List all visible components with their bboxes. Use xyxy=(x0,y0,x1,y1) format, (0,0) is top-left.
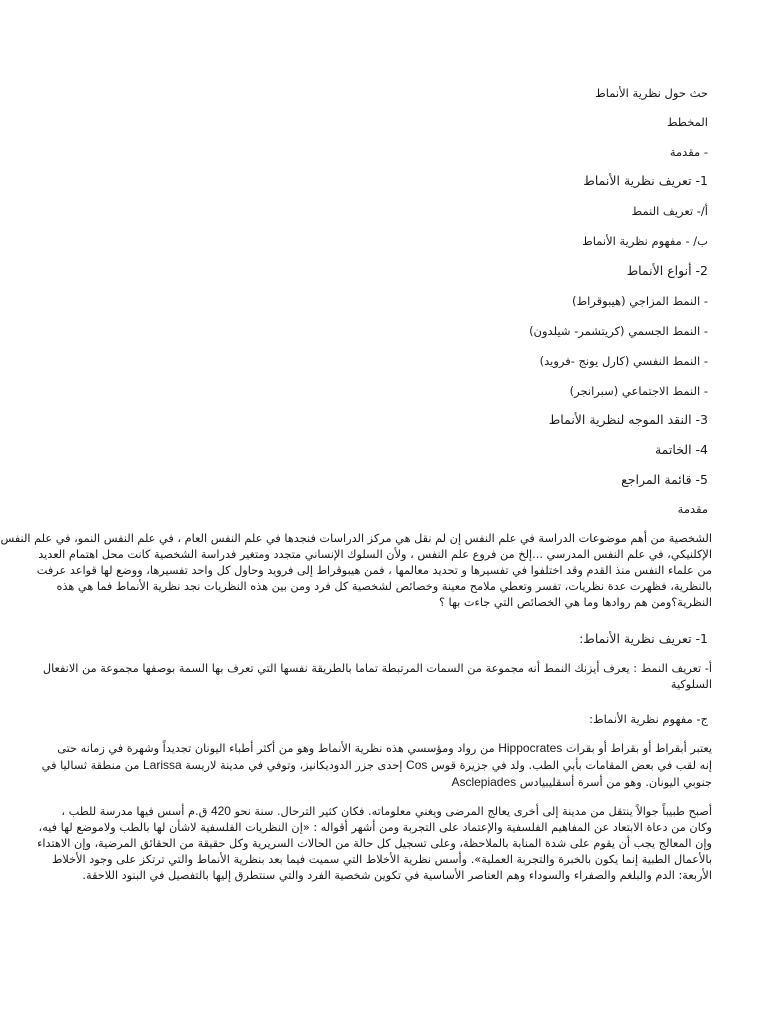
intro-line: النظرية؟ومن هم روادها وما هي الخصائص التي جاءت بها ؟ xyxy=(438,596,712,609)
history-paragraph xyxy=(37,803,712,884)
definition-paragraph xyxy=(42,661,712,693)
outline-item: 2- أنواع الأنماط xyxy=(626,263,708,278)
intro-line: بالنظرية، فظهرت عدة نظريات، تفسر وتعطي ملامح معينة وخصائص لشخصية كل فرد ومن بين هذه النظريات نجد نظرية الأنماط فما هي هذه xyxy=(56,580,712,593)
outline-item: ب/ - مفهوم نظرية الأنماط xyxy=(582,234,708,248)
outline-item: - النمط الاجتماعي (سبرانجر) xyxy=(569,384,708,398)
hippocrates-paragraph xyxy=(41,740,712,791)
text-segment: من رواد ومؤسسي هذه نظرية الأنماط وهو من أكثر أطباء اليونان تجديداً وشهرة في زمانه حتى xyxy=(57,742,495,755)
outline-item: - النمط الجسمي (كريتشمر- شيلدون) xyxy=(529,324,708,338)
history-line xyxy=(57,803,712,820)
text-segment: يعتبر أبقراط أو بقراط أو بقرات xyxy=(565,742,712,755)
latin-term: Asclepiades xyxy=(451,775,517,789)
text-segment: إنه لقب في بعض المقامات بأبي الطب. ولد في جزيرة قوس xyxy=(430,759,712,772)
outline-item: 4- الخاتمة xyxy=(654,442,708,457)
definition-line: السلوكية xyxy=(670,678,712,691)
outline-item: - النمط النفسي (كارل يونج -فرويد) xyxy=(539,354,708,368)
section1-heading: 1- تعريف نظرية الأنماط: xyxy=(579,631,708,646)
hippocrates-line xyxy=(57,740,712,757)
latin-term: Hippocrates xyxy=(498,741,563,755)
text-segment: جنوبي اليونان. وهو من أسرة أسقليبيادس xyxy=(519,776,712,789)
outline-item: 3- النقد الموجه لنظرية الأنماط xyxy=(548,412,708,427)
intro-line: الإكلنيكي، في علم النفس المدرسي ...إلخ من فروع علم النفس ، ولأن السلوك الإنساني متجدد ومتغير فدراسة الشخصية كانت محل اهتمام العديد xyxy=(38,548,712,561)
history-line: الأربعة: الدم والبلغم والصفراء والسوداء وهم العناصر الأساسية في تكوين شخصية الفرد والتي سنتطرق إليها بالتفصيل في البنود اللاحقة. xyxy=(82,869,712,882)
definition-line: أ- تعريف النمط : يعرف أيزنك النمط أنه مجموعة من السمات المرتبطة تماما بالطريقة نفسها التي تعرف بها السمة بوصفها مجموعة من الانفعال xyxy=(42,662,712,675)
hippocrates-line xyxy=(41,757,712,774)
outline-item: - النمط المزاجي (هيبوقراط) xyxy=(571,294,708,308)
text-segment: إحدى جزر الدوديكانيز، وتوفي في مدينة لاريسة xyxy=(185,759,403,772)
concept-heading: ج- مفهوم نظرية الأنماط: xyxy=(589,712,708,726)
doc-title: حث حول نظرية الأنماط xyxy=(595,86,708,100)
latin-term: Cos xyxy=(406,758,428,772)
history-line: بالأعمال الطبية إنما يكون بالخبرة والتجربة العملية». وأسس نظرية الأخلاط التي سميت فيما بعد بنظرية الأنماط والتي ترتكز على وجود الأخلاط xyxy=(51,853,712,866)
outline-item: 1- تعريف نظرية الأنماط xyxy=(583,173,708,188)
text-segment: أصبح طبيباً جوالاً ينتقل من مدينة إلى أخرى يعالج المرضى ويغني معلوماته. فكان كثير الترحال. سنة نحو xyxy=(234,805,712,818)
outline-item: - مقدمة xyxy=(669,145,708,159)
hippocrates-line xyxy=(57,774,712,791)
text-segment: من منطقة ثساليا في xyxy=(41,759,140,772)
outline-item: 5- قائمة المراجع xyxy=(621,472,708,487)
intro-paragraph xyxy=(0,531,712,611)
history-line: وكان من دعاة الابتعاد عن المفاهيم الفلسفية والإعتماد على التجربة ومن أشهر أقواله : «إن النظريات الفلسفية لاشأن لها بالطب ولاموضع لها فيه، xyxy=(38,821,712,834)
outline-item: أ/- تعريف النمط xyxy=(631,204,708,218)
history-line: وإن المعالج يجب أن يقوم على شدة المنابة بالملاحظة، وعلى تسجيل كل حالة من الحالات السريرية وكل حقيقة من الحقائق المرضية، وإن الاهتداء xyxy=(37,837,712,850)
intro-line: الشخصية من أهم موضوعات الدراسة في علم النفس إن لم نقل هي مركز الدراسات فنجدها في علم النفس العام ، في علم النفس النمو، في علم النفس xyxy=(0,532,712,545)
year-number: 420 xyxy=(210,804,231,818)
intro-heading: مقدمة xyxy=(677,502,708,516)
text-segment: ق.م أسس فيها مدرسة للطب ، xyxy=(61,805,208,818)
intro-line: من علماء النفس منذ القدم وقد اختلفوا في تفسيرها و تحديد معالمها ، فمن هيبوقراط إلى فرويد وحاول كل واحد تفسيرها، ووضع لها قواعد عرفت xyxy=(36,564,712,577)
latin-term: Larissa xyxy=(142,758,182,772)
outline-heading: المخطط xyxy=(666,115,708,129)
